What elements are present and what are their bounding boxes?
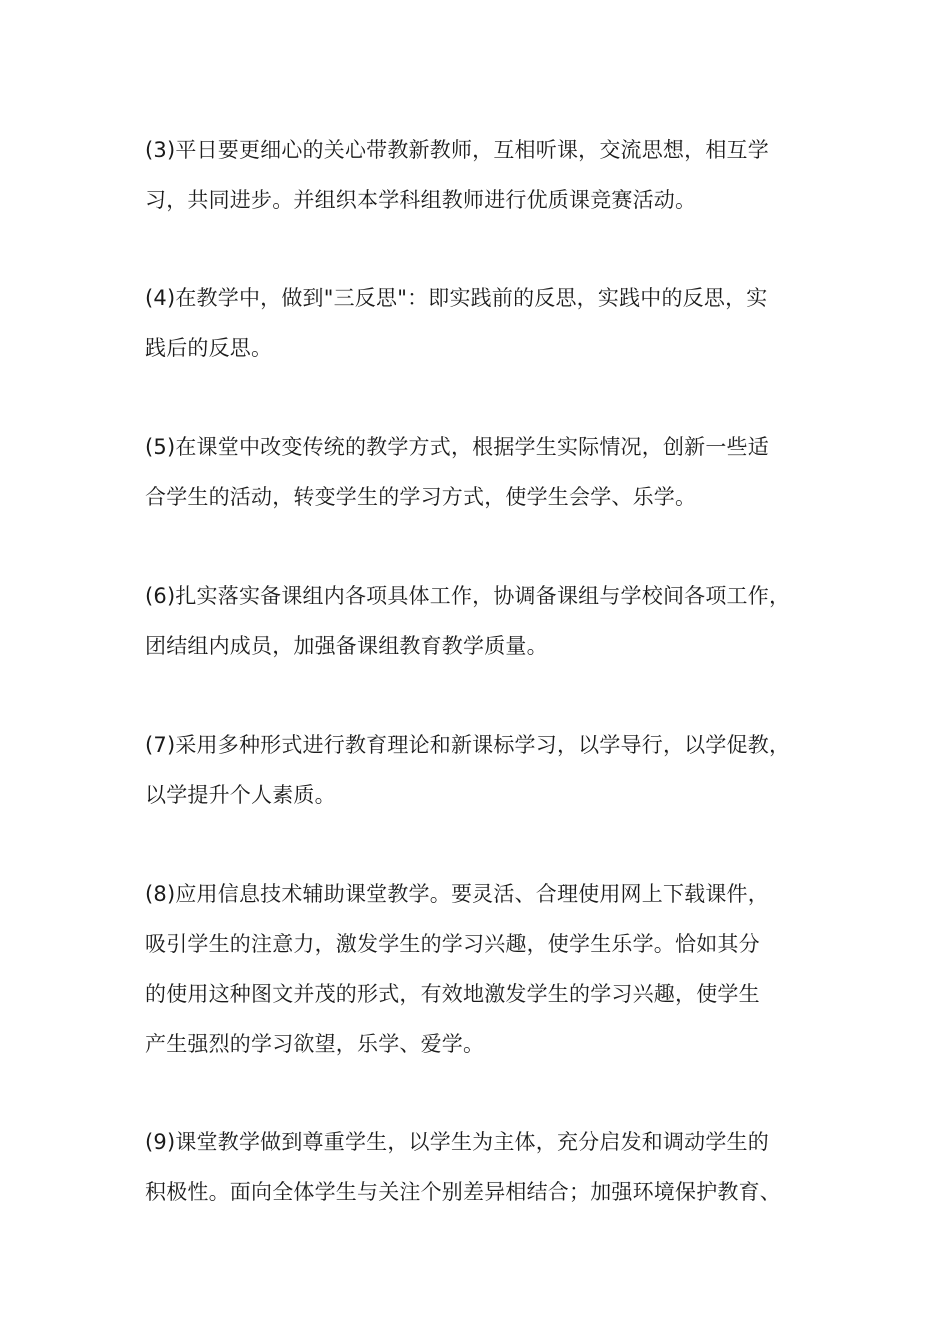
paragraph-line: 积极性。面向全体学生与关注个别差异相结合；加强环境保护教育、 xyxy=(145,1180,781,1204)
paragraph-line: 合学生的活动，转变学生的学习方式，使学生会学、乐学。 xyxy=(145,485,697,509)
paragraph-line: 习，共同进步。并组织本学科组教师进行优质课竞赛活动。 xyxy=(145,188,697,212)
paragraph-7 xyxy=(145,720,825,820)
paragraph-line: (4)在教学中，做到"三反思"：即实践前的反思，实践中的反思，实 xyxy=(145,286,768,310)
paragraph-line: 团结组内成员，加强备课组教育教学质量。 xyxy=(145,634,548,658)
paragraph-4 xyxy=(145,273,825,373)
paragraph-line: 的使用这种图文并茂的形式，有效地激发学生的学习兴趣，使学生 xyxy=(145,982,760,1006)
paragraph-line: 产生强烈的学习欲望，乐学、爱学。 xyxy=(145,1032,485,1056)
paragraph-6 xyxy=(145,571,825,671)
paragraph-line: (5)在课堂中改变传统的教学方式，根据学生实际情况，创新一些适 xyxy=(145,435,769,459)
paragraph-line: (6)扎实落实备课组内各项具体工作，协调备课组与学校间各项工作， xyxy=(145,584,791,608)
paragraph-line: (7)采用多种形式进行教育理论和新课标学习，以学导行，以学促教， xyxy=(145,733,791,757)
paragraph-3 xyxy=(145,125,825,225)
paragraph-line: 以学提升个人素质。 xyxy=(145,783,336,807)
paragraph-line: (8)应用信息技术辅助课堂教学。要灵活、合理使用网上下载课件， xyxy=(145,882,769,906)
paragraph-9 xyxy=(145,1117,825,1217)
paragraph-line: 践后的反思。 xyxy=(145,336,273,360)
paragraph-8 xyxy=(145,869,825,1069)
paragraph-line: (9)课堂教学做到尊重学生，以学生为主体，充分启发和调动学生的 xyxy=(145,1130,769,1154)
paragraph-line: 吸引学生的注意力，激发学生的学习兴趣，使学生乐学。恰如其分 xyxy=(145,932,760,956)
paragraph-line: (3)平日要更细心的关心带教新教师，互相听课，交流思想，相互学 xyxy=(145,138,769,162)
paragraph-5 xyxy=(145,422,825,522)
